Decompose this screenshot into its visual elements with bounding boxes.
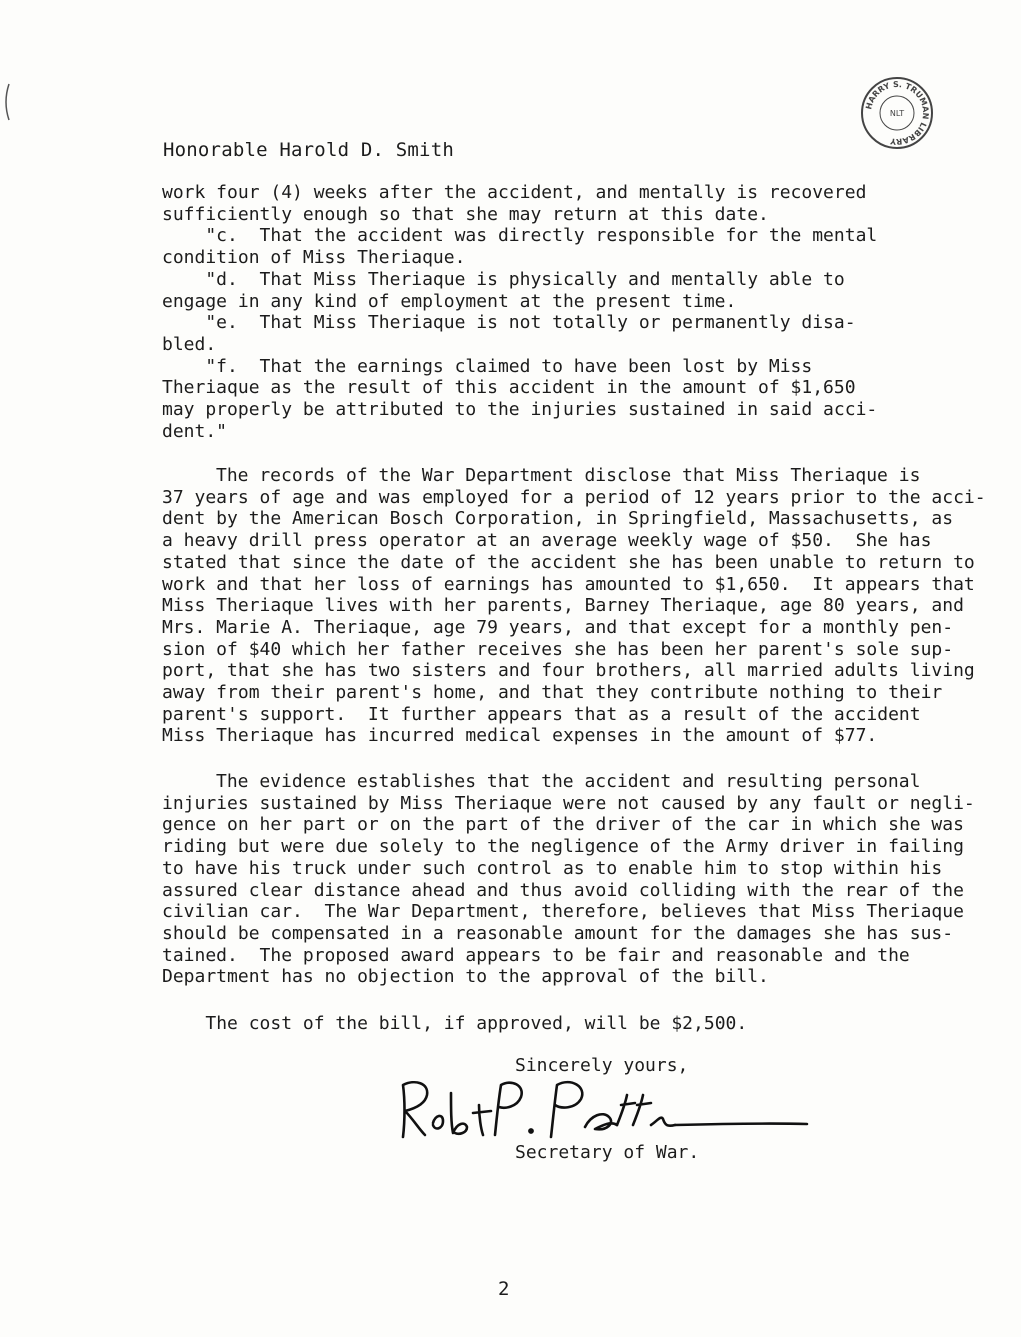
evidence-paragraph <box>162 771 975 988</box>
text-line: "e. That Miss Theriaque is not totally or permanently disa- <box>162 312 856 334</box>
text-line: parent's support. It further appears that as a result of the accident <box>162 703 921 725</box>
text-line: port, that she has two sisters and four brothers, all married adults living <box>162 660 975 682</box>
text-line: Theriaque as the result of this accident in the amount of $1,650 <box>162 377 856 399</box>
addressee-header: Honorable Harold D. Smith <box>163 139 454 161</box>
text-line: assured clear distance ahead and thus avoid colliding with the rear of the <box>162 879 964 901</box>
text-line: work four (4) weeks after the accident, and mentally is recovered <box>162 182 867 203</box>
text-line: "d. That Miss Theriaque is physically and mentally able to <box>162 268 845 290</box>
library-stamp <box>860 76 934 150</box>
text-line: away from their parent's home, and that they contribute nothing to their <box>162 682 943 704</box>
text-line: may properly be attributed to the injuries sustained in said acci- <box>162 399 878 421</box>
text-line: "c. That the accident was directly responsible for the mental <box>162 225 878 247</box>
records-paragraph <box>162 465 986 747</box>
text-line: bled. <box>162 333 217 355</box>
closing-salutation: Sincerely yours, <box>515 1055 689 1076</box>
stamp-center-text: NLT <box>889 109 905 118</box>
text-line: Mrs. Marie A. Theriaque, age 79 years, and that except for a monthly pen- <box>162 616 954 638</box>
text-line: Miss Theriaque has incurred medical expenses in the amount of $77. <box>162 725 878 747</box>
text-line: tained. The proposed award appears to be fair and reasonable and the <box>162 944 910 966</box>
text-line: engage in any kind of employment at the present time. <box>162 290 737 312</box>
margin-bracket-mark <box>2 82 12 122</box>
text-line: Department has no objection to the approval of the bill. <box>162 966 769 988</box>
handwritten-signature <box>395 1075 815 1145</box>
text-line: sufficiently enough so that she may return at this date. <box>162 203 769 225</box>
text-line: work and that her loss of earnings has amounted to $1,650. It appears that <box>162 573 975 595</box>
text-line: "f. That the earnings claimed to have been lost by Miss <box>162 355 813 377</box>
text-line: civilian car. The War Department, therefore, believes that Miss Theriaque <box>162 901 964 923</box>
text-line: sion of $40 which her father receives she has been her parent's sole sup- <box>162 638 954 660</box>
text-line: injuries sustained by Miss Theriaque were not caused by any fault or negli- <box>162 792 975 814</box>
text-line: stated that since the date of the accident she has been unable to return to <box>162 551 975 573</box>
cost-text: The cost of the bill, if approved, will be $2,500. <box>205 1013 748 1034</box>
signer-title: Secretary of War. <box>515 1142 700 1163</box>
cost-statement <box>162 1013 962 1035</box>
text-line: to have his truck under such control as to enable him to stop within his <box>162 857 943 879</box>
text-line: 37 years of age and was employed for a period of 12 years prior to the acci- <box>162 486 986 508</box>
stamp-ring-text: HARRY S. TRUMAN LIBRARY <box>864 79 931 147</box>
text-line: dent." <box>162 420 228 442</box>
text-line: condition of Miss Theriaque. <box>162 247 466 269</box>
text-line: The records of the War Department disclose that Miss Theriaque is <box>216 465 921 486</box>
text-line: should be compensated in a reasonable amount for the damages she has sus- <box>162 922 954 944</box>
text-line: riding but were due solely to the negligence of the Army driver in failing <box>162 836 964 858</box>
page-number: 2 <box>498 1278 510 1300</box>
text-line: a heavy drill press operator at an average weekly wage of $50. She has <box>162 530 932 552</box>
text-line: The evidence establishes that the accident and resulting personal <box>216 771 921 792</box>
quoted-findings-block <box>162 182 962 442</box>
text-line: gence on her part or on the part of the driver of the car in which she was <box>162 814 964 836</box>
text-line: Miss Theriaque lives with her parents, Barney Theriaque, age 80 years, and <box>162 595 964 617</box>
text-line: dent by the American Bosch Corporation, in Springfield, Massachusetts, as <box>162 508 954 530</box>
